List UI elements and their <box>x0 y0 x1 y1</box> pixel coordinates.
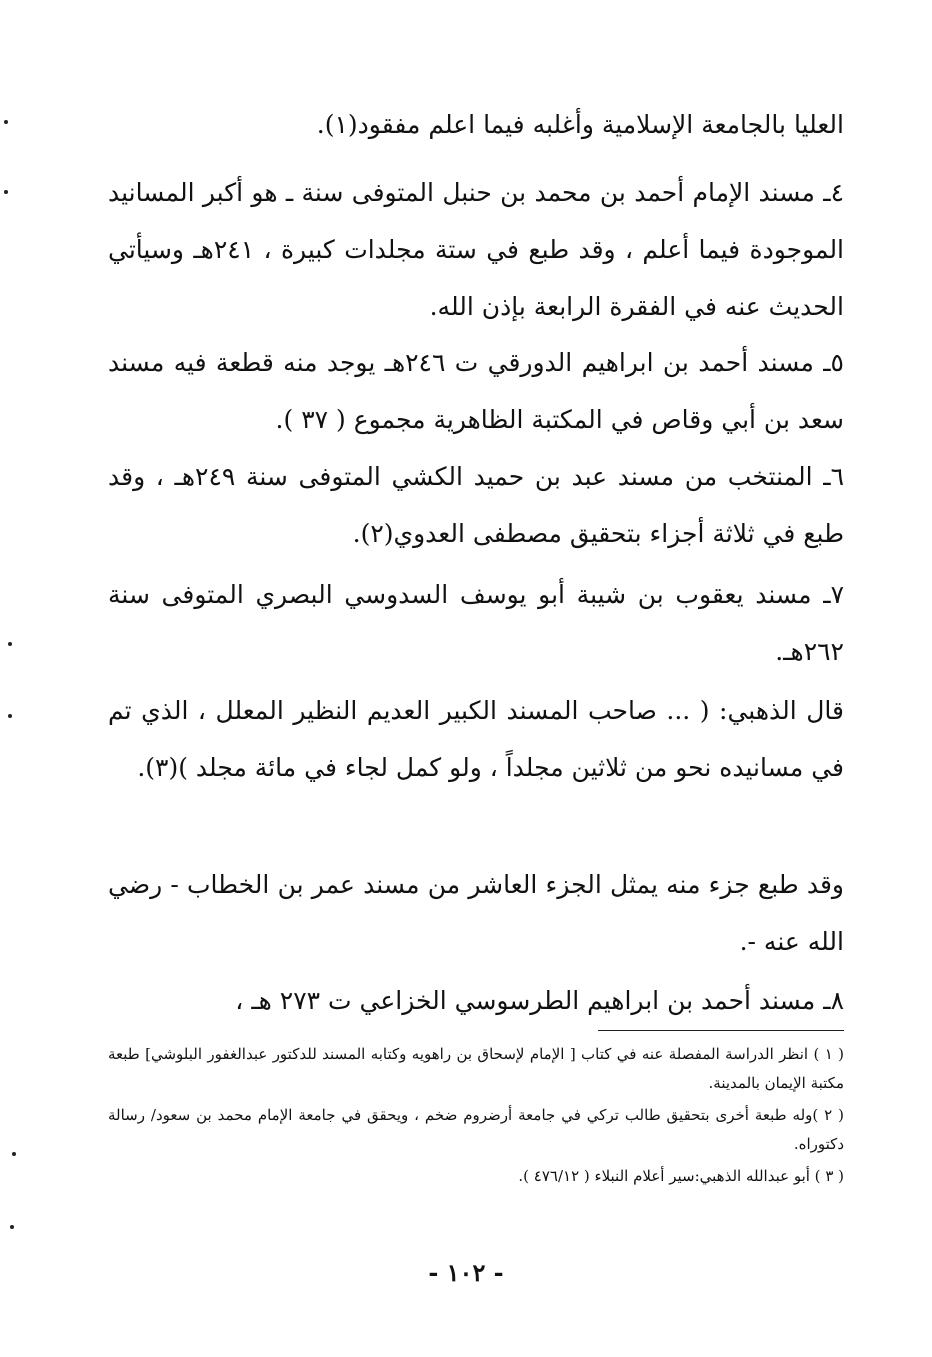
paragraph-6: قال الذهبي: ( ... صاحب المسند الكبير العديم النظير المعلل ، الذي تم في مسانيده نحو من ثلاثين مجلداً ، ولو كمل لجاء في مائة مجلد )(٣). <box>108 696 844 782</box>
paragraph-3: ٥ـ مسند أحمد بن ابراهيم الدورقي ت ٢٤٦هـ يوجد منه قطعة فيه مسند سعد بن أبي وقاص في المكتبة الظاهرية مجموع ( ٣٧ ). <box>108 348 844 434</box>
paragraph-7: وقد طبع جزء منه يمثل الجزء العاشر من مسند عمر بن الخطاب - رضي الله عنه -. <box>108 870 844 956</box>
margin-mark <box>12 1152 16 1156</box>
footnote-1: ( ١ ) انظر الدراسة المفصلة عنه في كتاب [ الإمام لإسحاق بن راهويه وكتابه المسند للدكتور عبدالغفور البلوشي] طبعة مكتبة الإيمان بالمدينة. <box>108 1045 844 1092</box>
paragraph-5: ٧ـ مسند يعقوب بن شيبة أبو يوسف السدوسي البصري المتوفى سنة ٢٦٢هـ. <box>108 580 844 666</box>
margin-mark <box>4 120 8 124</box>
page-number: - ١٠٢ - <box>428 1258 504 1287</box>
margin-mark <box>8 642 12 646</box>
margin-mark <box>10 1225 14 1229</box>
footnotes <box>108 1040 844 1194</box>
footnote-3: ( ٣ ) أبو عبدالله الذهبي:سير أعلام النبلاء ( ٤٧٦/١٢ ). <box>518 1167 844 1185</box>
paragraph-1: العليا بالجامعة الإسلامية وأغلبه فيما اعلم مفقود(١). <box>316 110 844 139</box>
paragraph-8: ٨ـ مسند أحمد بن ابراهيم الطرسوسي الخزاعي ت ٢٧٣ هـ ، <box>235 986 844 1015</box>
margin-mark <box>4 190 8 194</box>
margin-mark <box>8 714 12 718</box>
paragraph-2: ٤ـ مسند الإمام أحمد بن محمد بن حنبل المتوفى سنة ـ هو أكبر المسانيد الموجودة فيما أعلم ، وقد طبع في ستة مجلدات كبيرة ، ٢٤١هـ وسيأتي الحديث عنه في الفقرة الرابعة بإذن الله. <box>108 178 845 321</box>
footnote-2: ( ٢ )وله طبعة أخرى بتحقيق طالب تركي في جامعة أرضروم ضخم ، ويحقق في جامعة الإمام محمد بن سعود/ رسالة دكتوراه. <box>108 1106 845 1153</box>
footnote-divider <box>598 1030 844 1031</box>
paragraph-4: ٦ـ المنتخب من مسند عبد بن حميد الكشي المتوفى سنة ٢٤٩هـ ، وقد طبع في ثلاثة أجزاء بتحقيق مصطفى العدوي(٢). <box>108 462 844 548</box>
